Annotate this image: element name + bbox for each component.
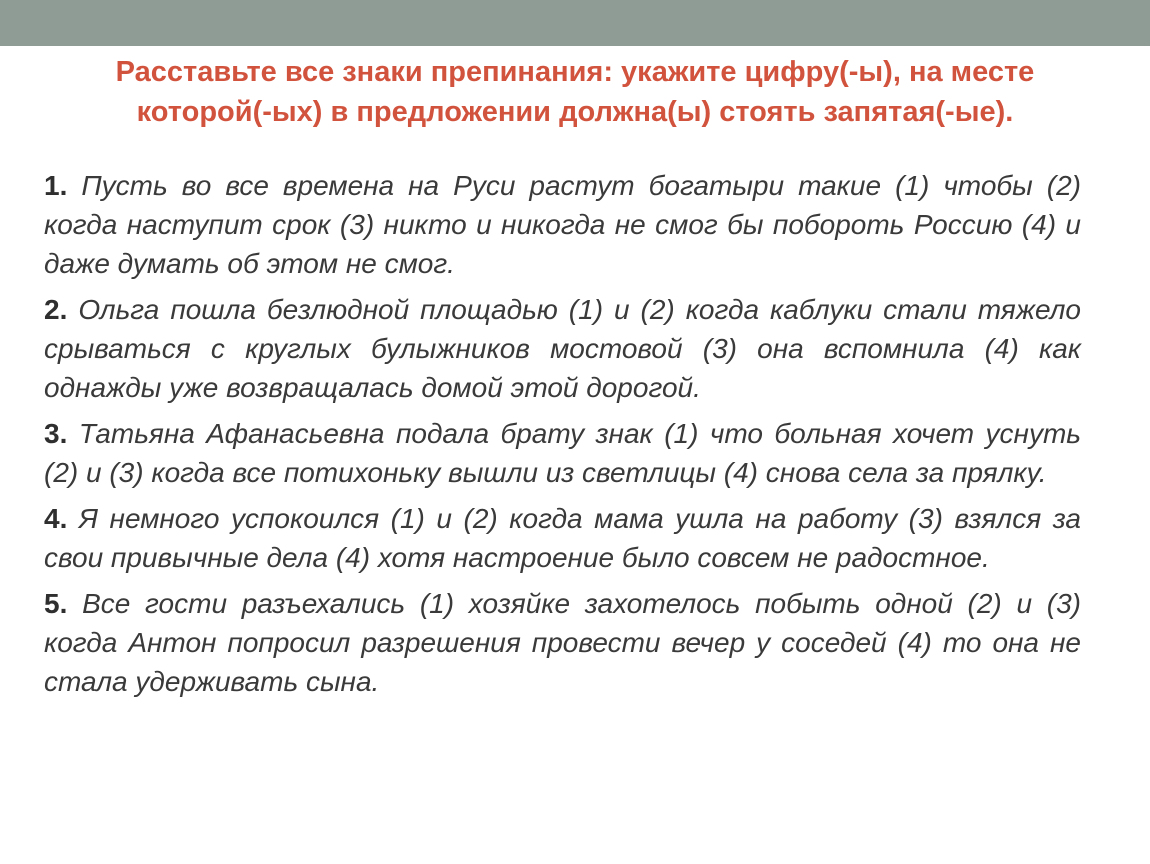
task-item-3: [44, 414, 1081, 492]
slide-title: [40, 52, 1110, 132]
task-number: 5.: [44, 588, 83, 619]
slide-title-line-1: Расставьте все знаки препинания: укажите цифру(-ы), на месте: [115, 56, 1035, 88]
task-sentence: Я немного успокоился (1) и (2) когда мама ушла на работу (3) взялся за свои привычные дела (4) хотя настроение было совсем не радостное.: [44, 503, 1081, 573]
task-number: 4.: [44, 503, 79, 534]
task-sentence: Пусть во все времена на Руси растут богатыри такие (1) чтобы (2) когда наступит срок (3) никто и никогда не смог бы побороть Россию (4) и даже думать об этом не смог.: [44, 170, 1081, 279]
task-number: 2.: [44, 294, 79, 325]
task-item-5: [44, 584, 1081, 701]
top-decorative-bar: [0, 0, 1150, 46]
task-sentence: Все гости разъехались (1) хозяйке захотелось побыть одной (2) и (3) когда Антон попросил разрешения провести вечер у соседей (4) то она не стала удерживать сына.: [44, 588, 1081, 697]
task-list: [44, 166, 1081, 708]
task-sentence: Ольга пошла безлюдной площадью (1) и (2) когда каблуки стали тяжело срываться с круглых булыжников мостовой (3) она вспомнила (4) как однажды уже возвращалась домой этой дорогой.: [44, 294, 1081, 403]
task-sentence: Татьяна Афанасьевна подала брату знак (1) что больная хочет уснуть (2) и (3) когда все потихоньку вышли из светлицы (4) снова села за прялку.: [44, 418, 1081, 488]
task-item-1: [44, 166, 1081, 283]
task-item-4: [44, 499, 1081, 577]
task-number: 1.: [44, 170, 82, 201]
slide-title-line-2: которой(-ых) в предложении должна(ы) стоять запятая(-ые).: [136, 96, 1014, 128]
task-number: 3.: [44, 418, 79, 449]
task-item-2: [44, 290, 1081, 407]
